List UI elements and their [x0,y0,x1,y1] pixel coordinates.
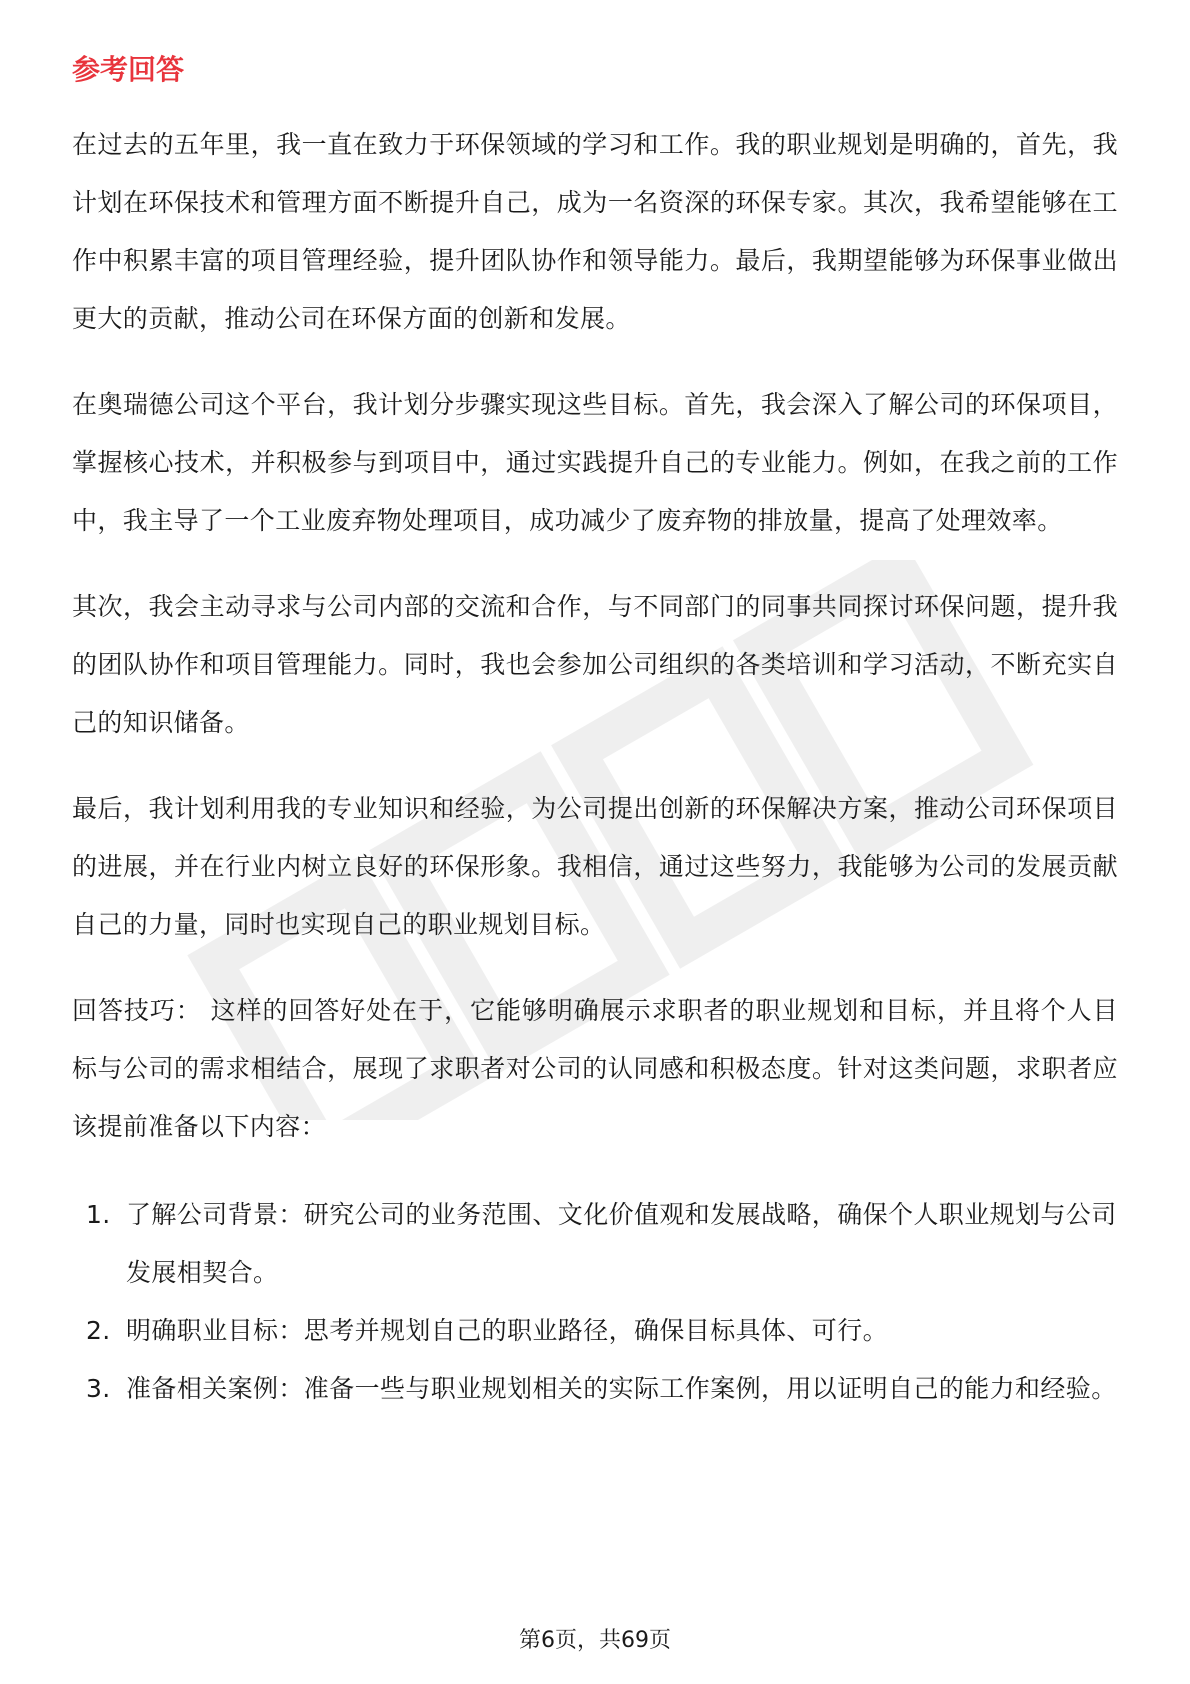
tips-paragraph: 回答技巧： 这样的回答好处在于，它能够明确展示求职者的职业规划和目标，并且将个人目标与公司的需求相结合，展现了求职者对公司的认同感和积极态度。针对这类问题，求职者应该提前准备以下内容： [72,996,1118,1141]
document-page [72,48,1118,1418]
list-item [72,1360,1118,1418]
list-item-text: 明确职业目标：思考并规划自己的职业路径，确保目标具体、可行。 [126,1316,889,1345]
answer-paragraph-4: 最后，我计划利用我的专业知识和经验，为公司提出创新的环保解决方案，推动公司环保项目的进展，并在行业内树立良好的环保形象。我相信，通过这些努力，我能够为公司的发展贡献自己的力量，同时也实现自己的职业规划目标。 [72,794,1118,939]
list-item [72,1302,1118,1360]
list-item-number: 1. [86,1200,111,1229]
answer-paragraph-1: 在过去的五年里，我一直在致力于环保领域的学习和工作。我的职业规划是明确的，首先，我计划在环保技术和管理方面不断提升自己，成为一名资深的环保专家。其次，我希望能够在工作中积累丰富的项目管理经验，提升团队协作和领导能力。最后，我期望能够为环保事业做出更大的贡献，推动公司在环保方面的创新和发展。 [72,130,1118,333]
list-item-number: 3. [86,1374,111,1403]
list-item-number: 2. [86,1316,111,1345]
list-item-text: 了解公司背景：研究公司的业务范围、文化价值观和发展战略，确保个人职业规划与公司发展相契合。 [126,1200,1117,1287]
answer-paragraph-3: 其次，我会主动寻求与公司内部的交流和合作，与不同部门的同事共同探讨环保问题，提升我的团队协作和项目管理能力。同时，我也会参加公司组织的各类培训和学习活动，不断充实自己的知识储备。 [72,592,1118,737]
list-item [72,1186,1118,1302]
tips-list [72,1186,1118,1418]
section-heading: 参考回答 [72,53,185,86]
page-number-footer: 第6页，共69页 [519,1628,671,1653]
list-item-text: 准备相关案例：准备一些与职业规划相关的实际工作案例，用以证明自己的能力和经验。 [126,1374,1117,1403]
answer-paragraph-2: 在奥瑞德公司这个平台，我计划分步骤实现这些目标。首先，我会深入了解公司的环保项目，掌握核心技术，并积极参与到项目中，通过实践提升自己的专业能力。例如，在我之前的工作中，我主导了一个工业废弃物处理项目，成功减少了废弃物的排放量，提高了处理效率。 [72,390,1118,535]
